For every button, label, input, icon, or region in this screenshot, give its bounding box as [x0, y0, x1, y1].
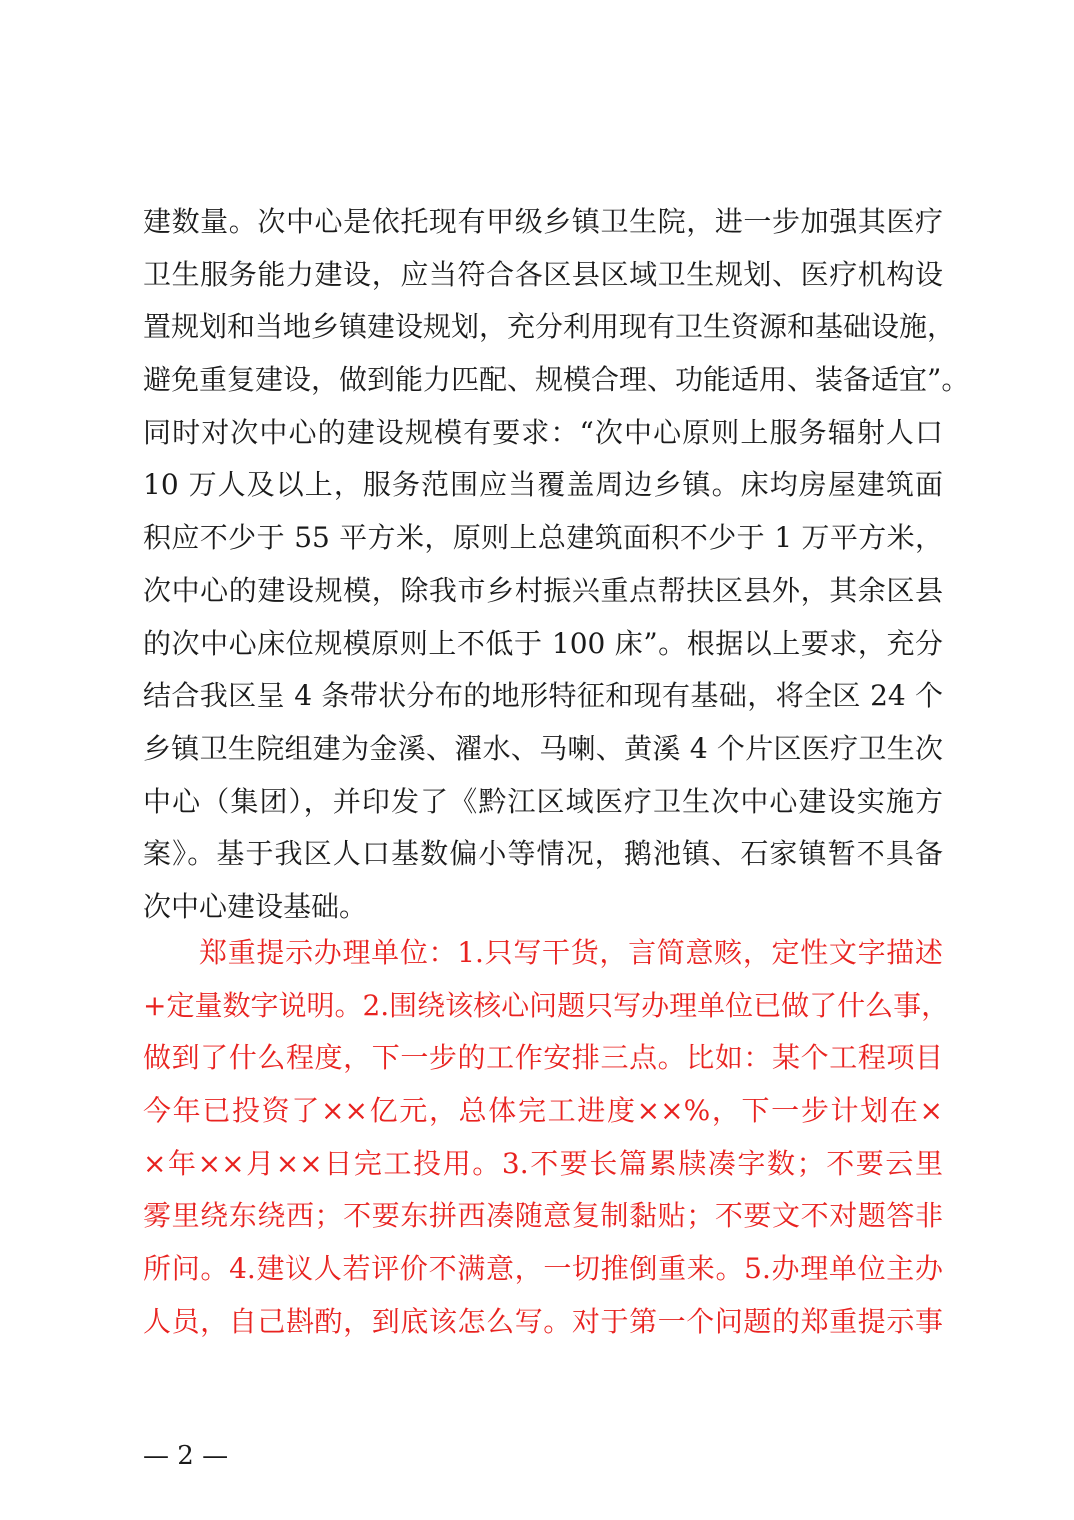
notice-line: +定量数字说明。2.围绕该核心问题只写办理单位已做了什么事， — [143, 988, 950, 1022]
body-line: 乡镇卫生院组建为金溪、濯水、马喇、黄溪 4 个片区医疗卫生次 — [143, 731, 943, 765]
body-line: 次中心的建设规模，除我市乡村振兴重点帮扶区县外，其余区县 — [143, 573, 943, 607]
body-line: 置规划和当地乡镇建设规划，充分利用现有卫生资源和基础设施， — [143, 310, 956, 344]
notice-line: 郑重提示办理单位：1.只写干货，言简意赅，定性文字描述 — [199, 936, 943, 969]
body-line: 卫生服务能力建设，应当符合各区县区域卫生规划、医疗机构设 — [143, 257, 943, 291]
body-line: 案》。基于我区人口基数偏小等情况，鹅池镇、石家镇暂不具备 — [143, 837, 943, 871]
body-paragraph — [143, 196, 970, 934]
notice-line: ×年××月××日完工投用。3.不要长篇累牍凑字数；不要云里 — [143, 1146, 943, 1180]
body-line: 结合我区呈 4 条带状分布的地形特征和现有基础，将全区 24 个 — [143, 679, 943, 713]
body-line: 的次中心床位规模原则上不低于 100 床”。根据以上要求，充分 — [143, 626, 943, 660]
notice-line: 所问。4.建议人若评价不满意，一切推倒重来。5.办理单位主办 — [143, 1252, 943, 1286]
notice-line: 雾里绕东绕西；不要东拼西凑随意复制黏贴；不要文不对题答非 — [143, 1199, 943, 1233]
body-line: 10 万人及以上，服务范围应当覆盖周边乡镇。床均房屋建筑面 — [143, 468, 943, 502]
notice-line: 人员，自己斟酌，到底该怎么写。对于第一个问题的郑重提示事 — [143, 1304, 943, 1338]
notice-line: 今年已投资了××亿元，总体完工进度××%，下一步计划在× — [143, 1094, 943, 1128]
body-line: 次中心建设基础。 — [143, 889, 368, 923]
notice-line: 做到了什么程度，下一步的工作安排三点。比如：某个工程项目 — [143, 1041, 943, 1075]
body-line: 同时对次中心的建设规模有要求：“次中心原则上服务辐射人口 — [143, 415, 943, 449]
page-number: — 2 — — [143, 1441, 229, 1471]
body-line: 避免重复建设，做到能力匹配、规模合理、功能适用、装备适宜”。 — [143, 363, 970, 397]
body-line: 积应不少于 55 平方米，原则上总建筑面积不少于 1 万平方米， — [143, 521, 943, 555]
body-line: 中心（集团），并印发了《黔江区域医疗卫生次中心建设实施方 — [143, 784, 943, 818]
notice-paragraph — [143, 927, 950, 1349]
body-line: 建数量。次中心是依托现有甲级乡镇卫生院，进一步加强其医疗 — [143, 205, 943, 238]
